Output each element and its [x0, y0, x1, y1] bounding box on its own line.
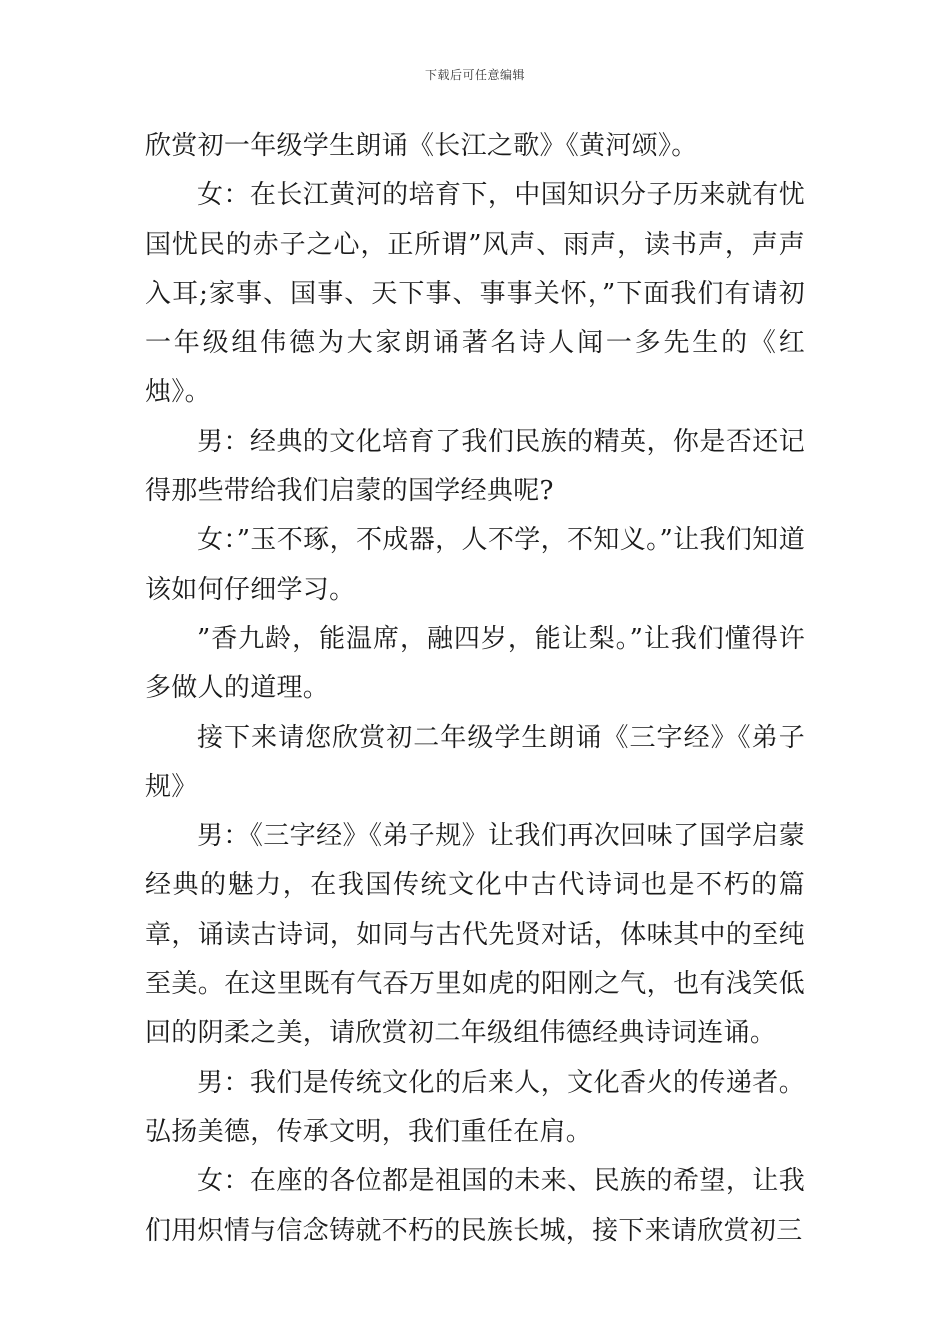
- paragraph: 女：”玉不琢，不成器，人不学，不知义。”让我们知道该如何仔细学习。: [145, 525, 805, 605]
- paragraph: 男：《三字经》《弟子规》让我们再次回味了国学启蒙经典的魅力，在我国传统文化中古代诗词也是不朽的篇章，诵读古诗词，如同与古代先贤对话，体味其中的至纯至美。在这里既有气吞万里如虎的阳刚之气，也有浅笑低回的阴柔之美，请欣赏初二年级组伟德经典诗词连诵。: [145, 821, 805, 1049]
- document-body: [145, 122, 805, 1256]
- paragraph: 男：经典的文化培育了我们民族的精英，你是否还记得那些带给我们启蒙的国学经典呢?: [145, 426, 805, 507]
- paragraph: 女：在长江黄河的培育下，中国知识分子历来就有忧国忧民的赤子之心，正所谓”风声、雨声，读书声，声声入耳;家事、国事、天下事、事事关怀，”下面我们有请初一年级组伟德为大家朗诵著名诗人闻一多先生的《红烛》。: [145, 180, 805, 408]
- paragraph: 男：我们是传统文化的后来人，文化香火的传递者。弘扬美德，传承文明，我们重任在肩。: [145, 1067, 805, 1147]
- paragraph: 接下来请您欣赏初二年级学生朗诵《三字经》《弟子规》: [145, 722, 805, 802]
- paragraph: 女：在座的各位都是祖国的未来、民族的希望，让我们用炽情与信念铸就不朽的民族长城，接下来请欣赏初三: [145, 1166, 805, 1246]
- paragraph: 欣赏初一年级学生朗诵《长江之歌》《黄河颂》。: [145, 131, 698, 161]
- paragraph: ”香九龄，能温席，融四岁，能让梨。”让我们懂得许多做人的道理。: [145, 623, 805, 704]
- page-header: 下载后可任意编辑: [424, 68, 525, 82]
